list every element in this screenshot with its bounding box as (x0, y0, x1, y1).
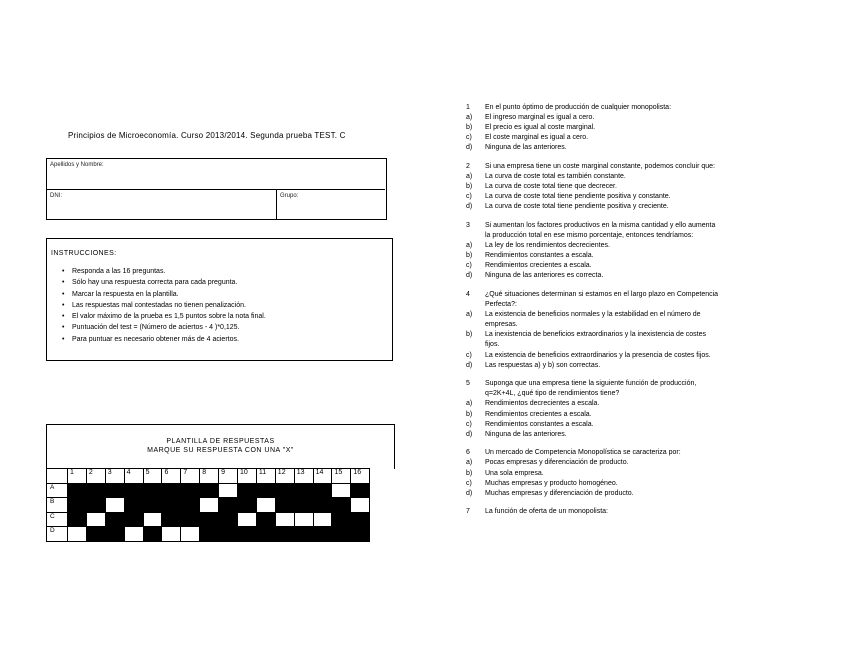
option-text: Pocas empresas y diferenciación de producto. (485, 459, 629, 467)
question-stem (466, 507, 806, 517)
answer-cell-filled[interactable] (124, 498, 143, 513)
question-block (466, 162, 806, 212)
answer-sheet-subtitle: MARQUE SU RESPUESTA CON UNA "X" (147, 447, 294, 454)
option-text: Rendimientos crecientes a escala. (485, 262, 592, 270)
option-letter: c) (466, 134, 472, 142)
answer-cell-filled[interactable] (68, 498, 87, 513)
instruction-item: • Las respuestas mal contestadas no tienen penalización. (61, 300, 392, 311)
option-text: Rendimientos constantes a escala. (485, 420, 594, 428)
option-letter: d) (466, 272, 473, 280)
answer-option (466, 192, 806, 202)
option-text: La curva de coste total tiene pendiente positiva y constante. (485, 193, 671, 201)
instruction-item: • Sólo hay una respuesta correcta para cada pregunta. (61, 277, 392, 288)
option-letter: b) (466, 183, 473, 191)
answer-cell-filled[interactable] (294, 483, 313, 498)
option-letter: b) (466, 410, 473, 418)
option-text: fijos. (485, 341, 500, 349)
grid-row (47, 498, 370, 513)
grid-row-label: B (47, 498, 68, 513)
question-number: 3 (466, 221, 470, 229)
answer-cell-empty[interactable] (124, 527, 143, 542)
option-text: Rendimientos decrecientes a escala. (485, 400, 600, 408)
answer-cell-filled[interactable] (143, 527, 162, 542)
option-text: Ninguna de las anteriores. (485, 144, 567, 152)
grid-column-header: 4 (124, 469, 143, 484)
answer-cell-filled[interactable] (351, 527, 370, 542)
answer-cell-filled[interactable] (313, 483, 332, 498)
answer-cell-empty[interactable] (238, 512, 257, 527)
answer-option (466, 261, 806, 271)
option-letter: a) (466, 400, 473, 408)
exam-title: Principios de Microeconomía. Curso 2013/2014. Segunda prueba TEST. C (68, 131, 346, 140)
answer-option (466, 182, 806, 192)
question-number: 6 (466, 449, 470, 457)
question-stem (466, 103, 806, 113)
answer-cell-filled[interactable] (124, 483, 143, 498)
question-stem (466, 290, 806, 300)
answer-cell-empty[interactable] (219, 483, 238, 498)
answer-cell-filled[interactable] (313, 527, 332, 542)
instructions-list (61, 266, 392, 345)
answer-cell-filled[interactable] (181, 483, 200, 498)
option-letter: a) (466, 459, 473, 467)
answer-option (466, 172, 806, 182)
grid-column-header: 7 (181, 469, 200, 484)
answer-option (466, 310, 806, 320)
question-stem-text: la producción total en ese mismo porcentaje, entonces tendríamos: (485, 232, 694, 240)
grid-column-header: 6 (162, 469, 181, 484)
question-stem-text: En el punto óptimo de producción de cualquier monopolista: (485, 104, 672, 111)
grid-column-header: 15 (332, 469, 351, 484)
instruction-item: • Puntuación del test = (Número de aciertos - 4 )*0,125. (61, 322, 392, 333)
answer-cell-filled[interactable] (332, 527, 351, 542)
option-text: El precio es igual al coste marginal. (485, 124, 596, 132)
instructions-box (46, 238, 393, 361)
grid-column-header: 3 (105, 469, 124, 484)
grid-column-header: 5 (143, 469, 162, 484)
answer-option (466, 202, 806, 212)
grid-row (47, 527, 370, 542)
option-text: La ley de los rendimientos decrecientes. (485, 242, 610, 250)
question-block (466, 448, 806, 498)
question-number: 2 (466, 162, 470, 170)
option-letter: b) (466, 124, 473, 132)
answer-cell-empty[interactable] (68, 527, 87, 542)
answer-cell-filled[interactable] (275, 498, 294, 513)
option-letter: b) (466, 469, 473, 477)
question-stem-text: Un mercado de Competencia Monopolística se caracteriza por: (485, 449, 681, 457)
question-stem (466, 221, 806, 231)
answer-option (466, 351, 806, 361)
answer-cell-filled[interactable] (143, 483, 162, 498)
answer-sheet-title: PLANTILLA DE RESPUESTAS (166, 438, 275, 445)
answer-cell-filled[interactable] (143, 498, 162, 513)
option-text: Muchas empresas y diferenciación de producto. (485, 489, 634, 497)
answer-cell-empty[interactable] (294, 512, 313, 527)
field-divider (47, 189, 385, 190)
answer-cell-filled[interactable] (68, 483, 87, 498)
option-letter: c) (466, 262, 472, 270)
answer-cell-filled[interactable] (256, 527, 275, 542)
option-letter: c) (466, 479, 472, 487)
question-stem-text: Si aumentan los factores productivos en la misma cantidad y ello aumenta (485, 221, 716, 229)
option-text: Ninguna de las anteriores. (485, 430, 567, 438)
option-letter: d) (466, 361, 473, 369)
answer-cell-empty[interactable] (105, 498, 124, 513)
option-letter: c) (466, 420, 472, 428)
option-letter: d) (466, 144, 473, 152)
answer-option (466, 410, 806, 420)
answer-cell-empty[interactable] (200, 498, 219, 513)
question-number: 5 (466, 380, 470, 388)
instruction-item: • Para puntuar es necesario obtener más de 4 aciertos. (61, 334, 392, 345)
answer-cell-filled[interactable] (162, 498, 181, 513)
grid-column-header: 1 (68, 469, 87, 484)
instructions-title: INSTRUCCIONES: (51, 250, 117, 257)
dni-field[interactable] (50, 193, 274, 217)
answer-cell-filled[interactable] (200, 512, 219, 527)
answer-option (466, 123, 806, 133)
option-letter: a) (466, 173, 473, 181)
grid-column-header: 12 (275, 469, 294, 484)
answer-option (466, 241, 806, 251)
question-stem-text: ¿Qué situaciones determinan si estamos en el largo plazo en Competencia (485, 291, 719, 298)
question-stem (466, 300, 806, 310)
field-vdivider (276, 189, 277, 219)
answer-cell-filled[interactable] (219, 527, 238, 542)
answer-cell-empty[interactable] (313, 512, 332, 527)
instruction-item: • El valor máximo de la prueba es 1,5 puntos sobre la nota final. (61, 311, 392, 322)
answer-cell-filled[interactable] (219, 498, 238, 513)
answer-cell-empty[interactable] (86, 512, 105, 527)
grid-column-header: 14 (313, 469, 332, 484)
answer-sheet-header (46, 424, 395, 469)
grid-column-header: 8 (200, 469, 219, 484)
answer-option (466, 361, 806, 371)
answer-option (466, 143, 806, 153)
grid-row-label: A (47, 483, 68, 498)
answer-option (466, 420, 806, 430)
student-info-box (46, 158, 387, 220)
option-letter: a) (466, 311, 473, 319)
name-label: Apellidos y Nombre: (50, 162, 104, 168)
question-stem-text: q=2K+4L, ¿qué tipo de rendimientos tiene? (485, 390, 620, 398)
option-letter: c) (466, 351, 472, 359)
option-letter: d) (466, 489, 473, 497)
question-number: 7 (466, 508, 470, 516)
answer-cell-filled[interactable] (105, 512, 124, 527)
answer-cell-filled[interactable] (238, 483, 257, 498)
answer-cell-filled[interactable] (86, 498, 105, 513)
answer-cell-filled[interactable] (332, 512, 351, 527)
question-block (466, 103, 806, 153)
answer-option (466, 458, 806, 468)
question-block (466, 507, 806, 517)
answer-cell-filled[interactable] (256, 512, 275, 527)
group-label: Grupo: (280, 193, 299, 199)
option-letter: a) (466, 114, 473, 122)
grid-column-header: 16 (351, 469, 370, 484)
answer-option (466, 113, 806, 123)
grid-row (47, 512, 370, 527)
question-stem-text: La función de oferta de un monopolista: (485, 508, 608, 516)
answer-option (466, 271, 806, 281)
instruction-item: • Responda a las 16 preguntas. (61, 266, 392, 277)
dni-label: DNI: (50, 193, 62, 199)
answer-cell-empty[interactable] (162, 527, 181, 542)
answer-cell-filled[interactable] (200, 527, 219, 542)
question-stem (466, 162, 806, 172)
answer-cell-filled[interactable] (294, 527, 313, 542)
option-text: La curva de coste total tiene pendiente positiva y creciente. (485, 203, 669, 211)
answer-cell-empty[interactable] (332, 483, 351, 498)
answer-cell-filled[interactable] (200, 483, 219, 498)
option-text: empresas. (485, 321, 518, 329)
answer-option (466, 330, 806, 340)
answer-cell-filled[interactable] (86, 527, 105, 542)
answer-cell-filled[interactable] (275, 483, 294, 498)
question-stem-text: Perfecta?: (485, 301, 517, 309)
answer-cell-filled[interactable] (313, 498, 332, 513)
answer-cell-filled[interactable] (294, 498, 313, 513)
answer-cell-filled[interactable] (105, 483, 124, 498)
grid-column-header: 2 (86, 469, 105, 484)
question-number: 1 (466, 104, 470, 111)
question-block (466, 290, 806, 371)
answer-option (466, 469, 806, 479)
answer-cell-filled[interactable] (256, 483, 275, 498)
answer-option (466, 489, 806, 499)
answer-cell-filled[interactable] (332, 498, 351, 513)
answer-option (466, 340, 806, 350)
answer-cell-filled[interactable] (162, 483, 181, 498)
question-block (466, 221, 806, 282)
option-text: Rendimientos constantes a escala. (485, 252, 594, 260)
answer-cell-filled[interactable] (105, 527, 124, 542)
group-field[interactable] (280, 193, 380, 217)
question-block (466, 379, 806, 440)
grid-row-label: D (47, 527, 68, 542)
question-stem-text: Suponga que una empresa tiene la siguiente función de producción, (485, 380, 697, 388)
grid-row-label: C (47, 512, 68, 527)
answer-option (466, 251, 806, 261)
grid-column-header: 10 (238, 469, 257, 484)
option-text: La existencia de beneficios normales y la estabilidad en el número de (485, 311, 701, 319)
name-field[interactable] (50, 162, 385, 188)
option-letter: b) (466, 252, 473, 260)
question-stem (466, 448, 806, 458)
answer-cell-filled[interactable] (181, 512, 200, 527)
answer-cell-filled[interactable] (275, 527, 294, 542)
option-text: Muchas empresas y producto homogéneo. (485, 479, 618, 487)
answer-grid (46, 468, 370, 542)
option-letter: a) (466, 242, 473, 250)
answer-cell-filled[interactable] (124, 512, 143, 527)
grid-corner (47, 469, 68, 484)
answer-option (466, 399, 806, 409)
answer-cell-filled[interactable] (351, 512, 370, 527)
option-text: La existencia de beneficios extraordinarios y la presencia de costes fijos. (485, 351, 711, 359)
answer-option (466, 320, 806, 330)
option-text: Rendimientos crecientes a escala. (485, 410, 592, 418)
answer-cell-empty[interactable] (351, 498, 370, 513)
instruction-item: • Marcar la respuesta en la plantilla. (61, 289, 392, 300)
answer-cell-filled[interactable] (351, 483, 370, 498)
question-stem (466, 389, 806, 399)
answer-option (466, 430, 806, 440)
option-text: La curva de coste total es también constante. (485, 173, 626, 181)
answer-option (466, 133, 806, 143)
option-text: Ninguna de las anteriores es correcta. (485, 272, 604, 280)
answer-cell-empty[interactable] (181, 527, 200, 542)
grid-column-header: 13 (294, 469, 313, 484)
option-letter: d) (466, 430, 473, 438)
answer-cell-empty[interactable] (256, 498, 275, 513)
answer-cell-filled[interactable] (86, 483, 105, 498)
grid-column-header: 9 (219, 469, 238, 484)
answer-cell-filled[interactable] (162, 512, 181, 527)
answer-cell-filled[interactable] (238, 498, 257, 513)
answer-cell-filled[interactable] (68, 512, 87, 527)
option-text: Una sola empresa. (485, 469, 544, 477)
answer-cell-empty[interactable] (275, 512, 294, 527)
questions-column (466, 103, 806, 526)
option-text: El ingreso marginal es igual a cero. (485, 114, 595, 122)
question-stem-text: Si una empresa tiene un coste marginal constante, podemos concluir que: (485, 162, 715, 170)
answer-cell-filled[interactable] (238, 527, 257, 542)
option-letter: b) (466, 331, 473, 339)
option-letter: c) (466, 193, 472, 201)
question-stem (466, 231, 806, 241)
option-text: La inexistencia de beneficios extraordinarios y la inexistencia de costes (485, 331, 707, 339)
question-number: 4 (466, 291, 470, 298)
option-text: La curva de coste total tiene que decrecer. (485, 183, 617, 191)
question-stem (466, 379, 806, 389)
grid-header-row (47, 469, 370, 484)
answer-cell-filled[interactable] (181, 498, 200, 513)
option-text: Las respuestas a) y b) son correctas. (485, 361, 601, 369)
answer-cell-filled[interactable] (219, 512, 238, 527)
answer-cell-empty[interactable] (143, 512, 162, 527)
option-text: El coste marginal es igual a cero. (485, 134, 589, 142)
answer-option (466, 479, 806, 489)
option-letter: d) (466, 203, 473, 211)
grid-row (47, 483, 370, 498)
grid-column-header: 11 (256, 469, 275, 484)
